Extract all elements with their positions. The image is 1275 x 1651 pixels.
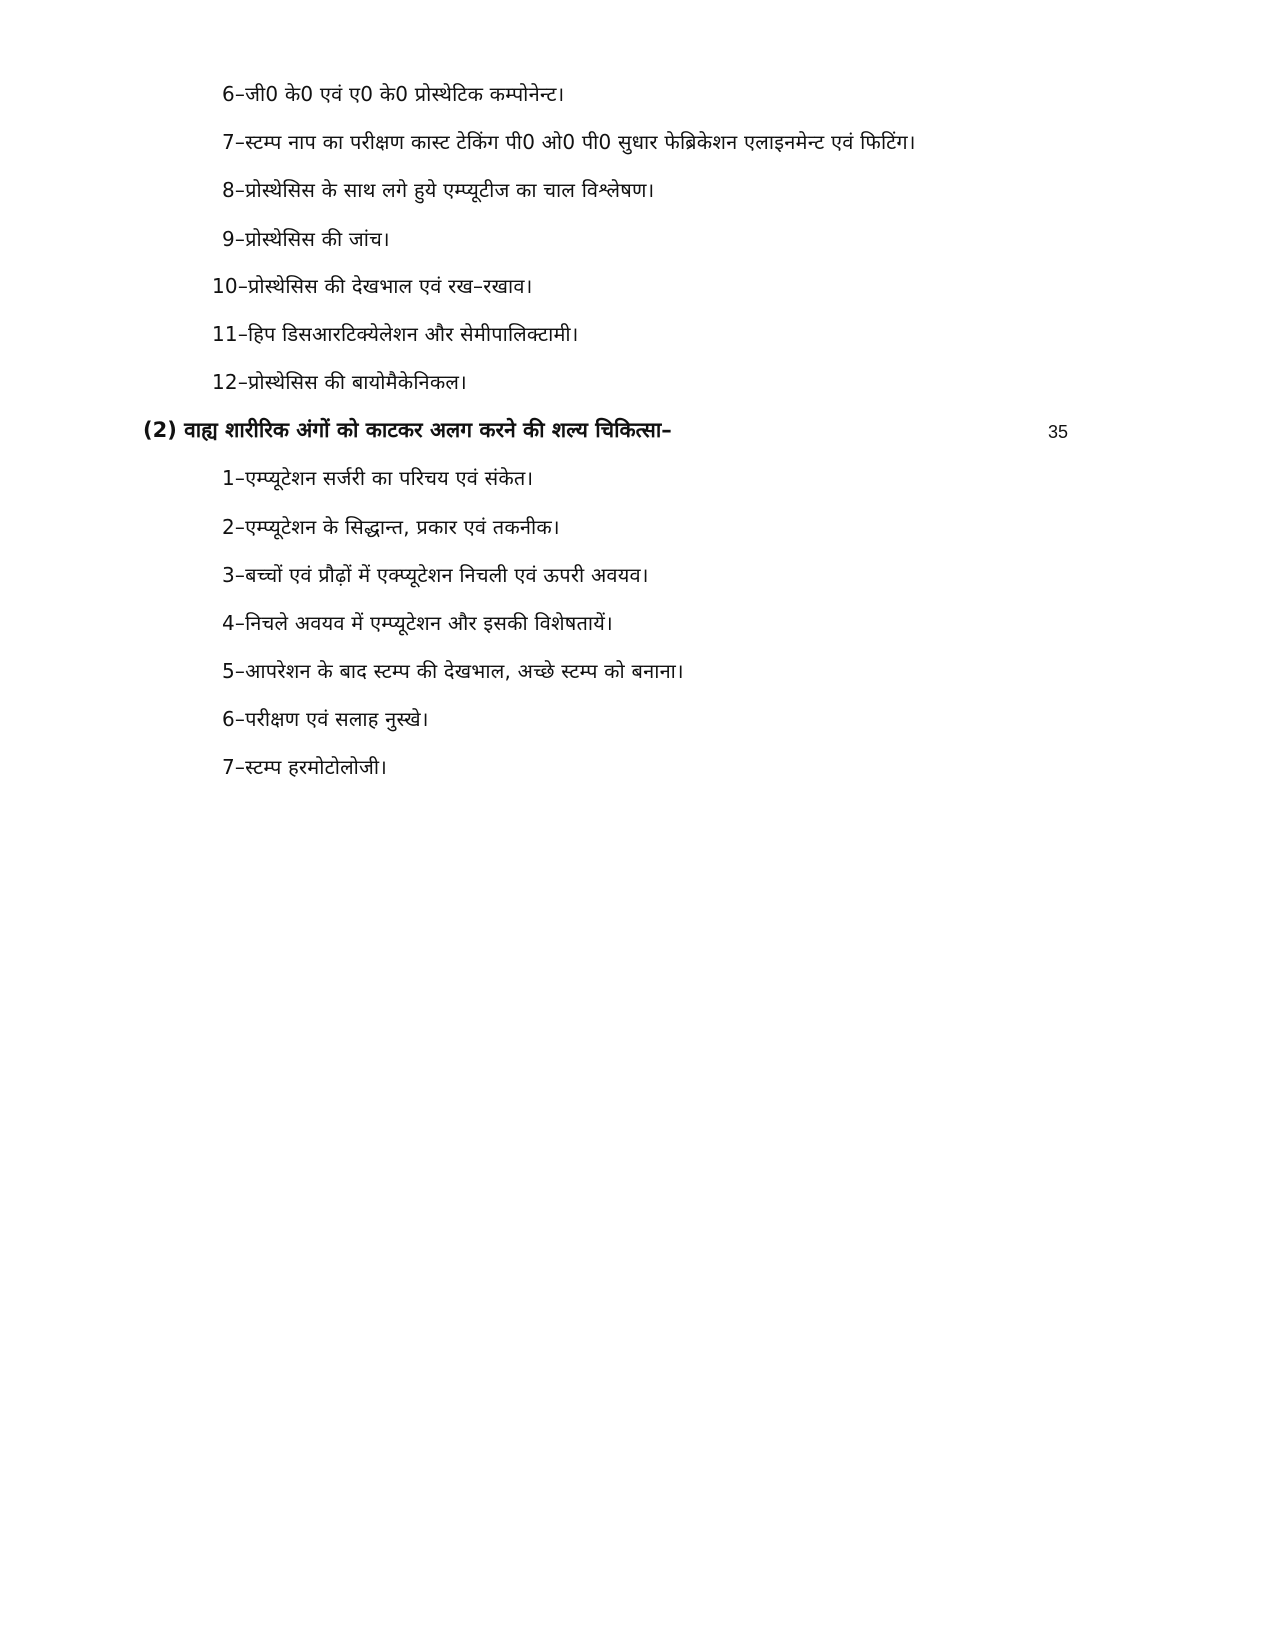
list-item: 2–एम्प्यूटेशन के सिद्धान्त, प्रकार एवं तकनीक। [222,515,560,539]
list-item: 8–प्रोस्थेसिस के साथ लगे हुये एम्प्यूटीज का चाल विश्लेषण। [222,178,655,202]
page-number: 35 [1048,422,1069,442]
section-heading: (2) वाह्य शारीरिक अंगों को काटकर अलग करने की शल्य चिकित्सा– [143,418,672,442]
list-item: 4–निचले अवयव में एम्प्यूटेशन और इसकी विशेषतायें। [222,611,613,635]
list-item: 6–जी0 के0 एवं ए0 के0 प्रोस्थेटिक कम्पोनेन्ट। [222,82,565,106]
list-item: 10–प्रोस्थेसिस की देखभाल एवं रख–रखाव। [212,274,533,298]
list-item: 9–प्रोस्थेसिस की जांच। [222,227,390,251]
list-item: 3–बच्चों एवं प्रौढ़ों में एक्प्यूटेशन निचली एवं ऊपरी अवयव। [222,563,649,587]
list-item: 12–प्रोस्थेसिस की बायोमैकेनिकल। [212,370,467,394]
list-item: 6–परीक्षण एवं सलाह नुस्खे। [222,707,429,731]
list-item: 7–स्टम्प नाप का परीक्षण कास्ट टेकिंग पी0 ओ0 पी0 सुधार फेब्रिकेशन एलाइनमेन्ट एवं फिटिंग। [222,130,916,154]
list-item: 7–स्टम्प हरमोटोलोजी। [222,755,388,779]
list-item: 5–आपरेशन के बाद स्टम्प की देखभाल, अच्छे स्टम्प को बनाना। [222,659,684,683]
list-item: 11–हिप डिसआरटिक्येलेशन और सेमीपालिक्टामी। [212,322,579,346]
list-item: 1–एम्प्यूटेशन सर्जरी का परिचय एवं संकेत। [222,466,534,490]
